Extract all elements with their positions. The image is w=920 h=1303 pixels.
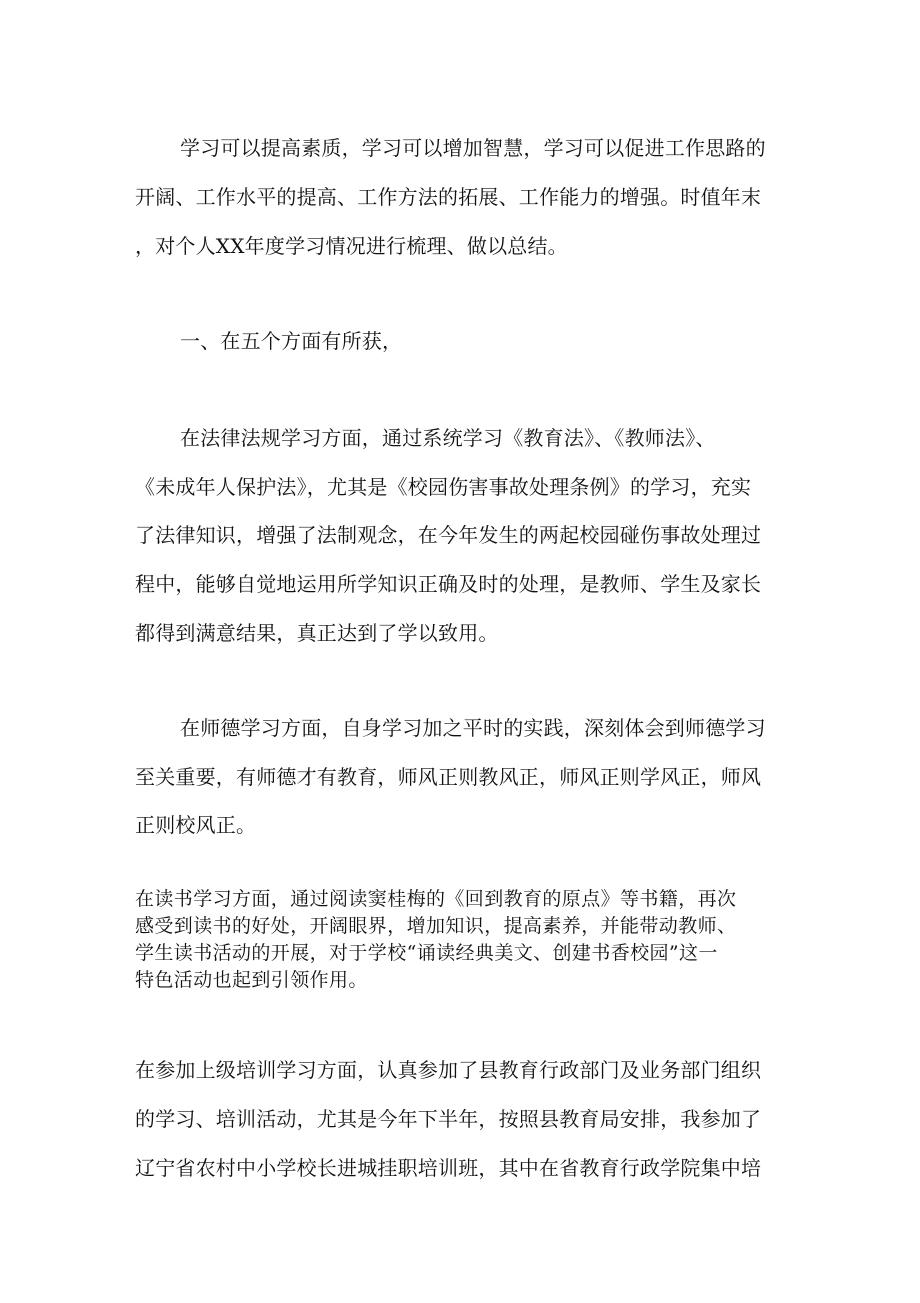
reading-study-line-3: 学生读书活动的开展，对于学校“诵读经典美文、创建书香校园”这一	[135, 942, 718, 964]
section-heading: 一、在五个方面有所获，	[180, 329, 403, 353]
law-study-line-2: 《未成年人保护法》，尤其是《校园伤害事故处理条例》的学习，充实	[135, 475, 752, 499]
ethics-study-line-1: 在师德学习方面，自身学习加之平时的实践，深刻体会到师德学习	[180, 716, 766, 740]
reading-study-line-4: 特色活动也起到引领作用。	[135, 969, 368, 991]
law-study-line-3: 了法律知识，增强了法制观念，在今年发生的两起校园碰伤事故处理过	[135, 523, 762, 547]
reading-study-line-2: 感受到读书的好处，开阔眼界，增加知识，提高素养，并能带动教师、	[135, 915, 737, 937]
law-study-line-4: 程中，能够自觉地运用所学知识正确及时的处理，是教师、学生及家长	[135, 572, 762, 596]
intro-line-3: ，对个人XX年度学习情况进行梳理、做以总结。	[135, 234, 568, 258]
training-study-line-3: 辽宁省农村中小学校长进城挂职培训班，其中在省教育行政学院集中培	[135, 1156, 762, 1180]
law-study-line-5: 都得到满意结果，真正达到了学以致用。	[135, 621, 499, 645]
intro-line-1: 学习可以提高素质，学习可以增加智慧，学习可以促进工作思路的	[180, 136, 766, 160]
training-study-line-1: 在参加上级培训学习方面，认真参加了县教育行政部门及业务部门组织	[135, 1058, 762, 1082]
training-study-line-2: 的学习、培训活动，尤其是今年下半年，按照县教育局安排，我参加了	[135, 1107, 762, 1131]
reading-study-line-1: 在读书学习方面，通过阅读窦桂梅的《回到教育的原点》等书籍，再次	[135, 888, 737, 910]
ethics-study-line-2: 至关重要，有师德才有教育，师风正则教风正，师风正则学风正，师风	[135, 765, 762, 789]
ethics-study-line-3: 正则校风正。	[135, 813, 257, 837]
law-study-line-1: 在法律法规学习方面，通过系统学习《教育法》、《教师法》、	[180, 426, 716, 450]
intro-line-2: 开阔、工作水平的提高、工作方法的拓展、工作能力的增强。时值年末	[135, 185, 762, 209]
